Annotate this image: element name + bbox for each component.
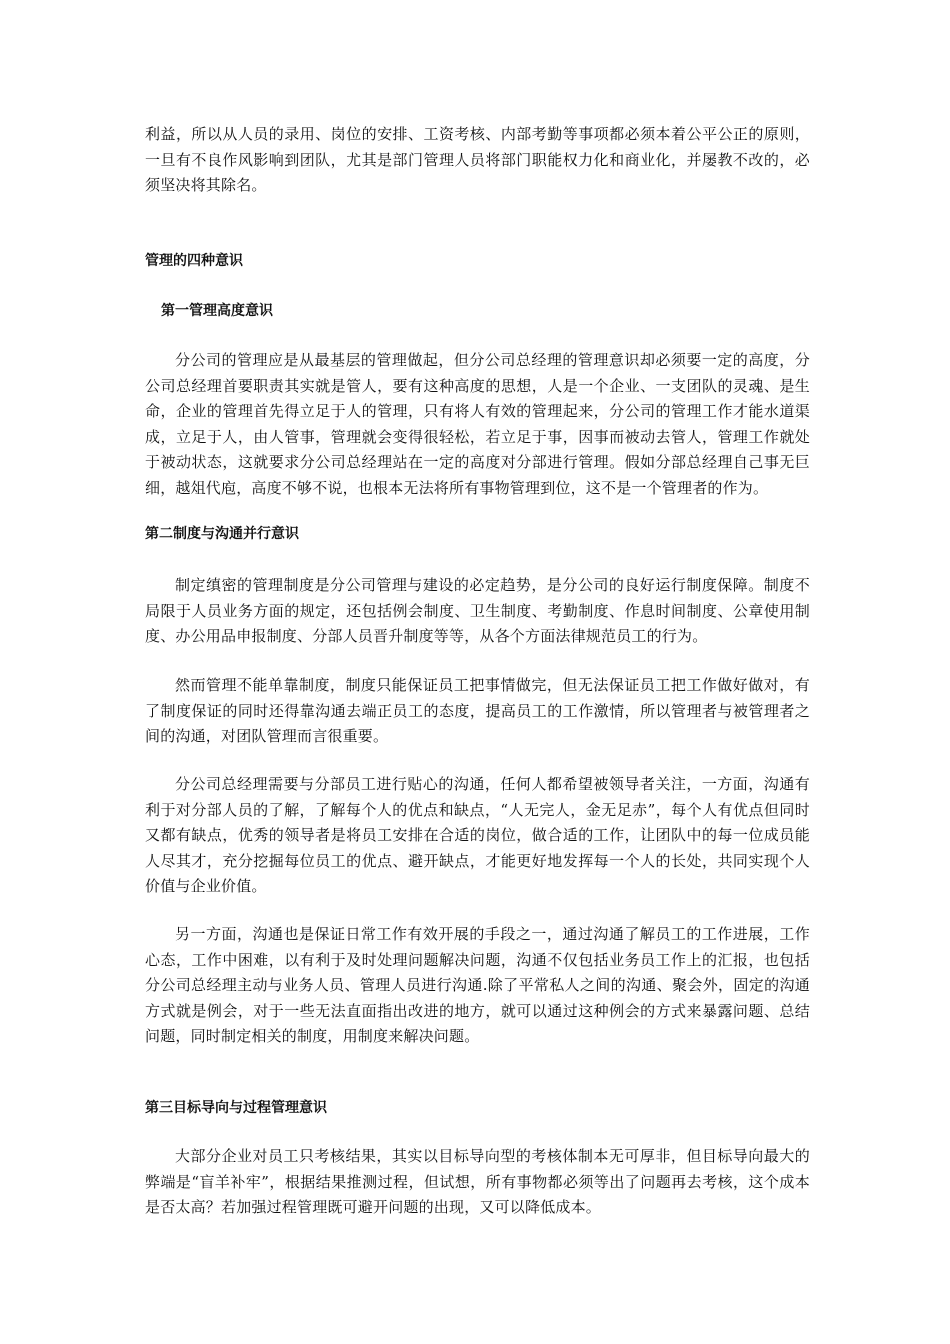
paragraph-part2-1: 制定缜密的管理制度是分公司管理与建设的必定趋势，是分公司的良好运行制度保障。制度不局限于人员业务方面的规定，还包括例会制度、卫生制度、考勤制度、作息时间制度、公章使用制度、办公用品申报制度、分部人员晋升制度等等，从各个方面法律规范员工的行为。 — [145, 576, 810, 645]
paragraph-part1-1: 分公司的管理应是从最基层的管理做起，但分公司总经理的管理意识却必须要一定的高度，分公司总经理首要职责其实就是管人，要有这种高度的思想，人是一个企业、一支团队的灵魂、是生命，企业的管理首先得立足于人的管理，只有将人有效的管理起来，分公司的管理工作才能水道渠成，立足于人，由人管事，管理就会变得很轻松，若立足于事，因事而被动去管人，管理工作就处于被动状态，这就要求分公司总经理站在一定的高度对分部进行管理。假如分部总经理自己事无巨细，越俎代庖，高度不够不说，也根本无法将所有事物管理到位，这不是一个管理者的作为。 — [145, 351, 810, 497]
heading-part1: 第一管理高度意识 — [161, 303, 273, 319]
paragraph-part2-3: 分公司总经理需要与分部员工进行贴心的沟通，任何人都希望被领导者关注，一方面，沟通有利于对分部人员的了解，了解每个人的优点和缺点，“人无完人，金无足赤”，每个人有优点但同时又都有缺点，优秀的领导者是将员工安排在合适的岗位，做合适的工作，让团队中的每一位成员能人尽其才，充分挖掘每位员工的优点、避开缺点，才能更好地发挥每一个人的长处，共同实现个人价值与企业价值。 — [145, 775, 810, 895]
paragraph-part2-2: 然而管理不能单靠制度，制度只能保证员工把事情做完，但无法保证员工把工作做好做对，有了制度保证的同时还得靠沟通去端正员工的态度，提高员工的工作激情，所以管理者与被管理者之间的沟通，对团队管理而言很重要。 — [145, 676, 810, 745]
heading-part3: 第三目标导向与过程管理意识 — [145, 1100, 327, 1116]
paragraph-part3-1: 大部分企业对员工只考核结果，其实以目标导向型的考核体制本无可厚非，但目标导向最大的弊端是“盲羊补牢”，根据结果推测过程，但试想，所有事物都必须等出了问题再去考核，这个成本是否太高？若加强过程管理既可避开问题的出现，又可以降低成本。 — [145, 1147, 810, 1216]
intro-paragraph: 利益，所以从人员的录用、岗位的安排、工资考核、内部考勤等事项都必须本着公平公正的原则，一旦有不良作风影响到团队，尤其是部门管理人员将部门职能权力化和商业化，并屡教不改的，必须坚决将其除名。 — [145, 125, 810, 194]
section-title: 管理的四种意识 — [145, 253, 243, 269]
heading-part2: 第二制度与沟通并行意识 — [145, 526, 299, 542]
paragraph-part2-4: 另一方面，沟通也是保证日常工作有效开展的手段之一，通过沟通了解员工的工作进展，工作心态，工作中困难，以有利于及时处理问题解决问题，沟通不仅包括业务员工作上的汇报，也包括分公司总经理主动与业务人员、管理人员进行沟通.除了平常私人之间的沟通、聚会外，固定的沟通方式就是例会，对于一些无法直面指出改进的地方，就可以通过这种例会的方式来暴露问题、总结问题，同时制定相关的制度，用制度来解决问题。 — [145, 925, 810, 1045]
